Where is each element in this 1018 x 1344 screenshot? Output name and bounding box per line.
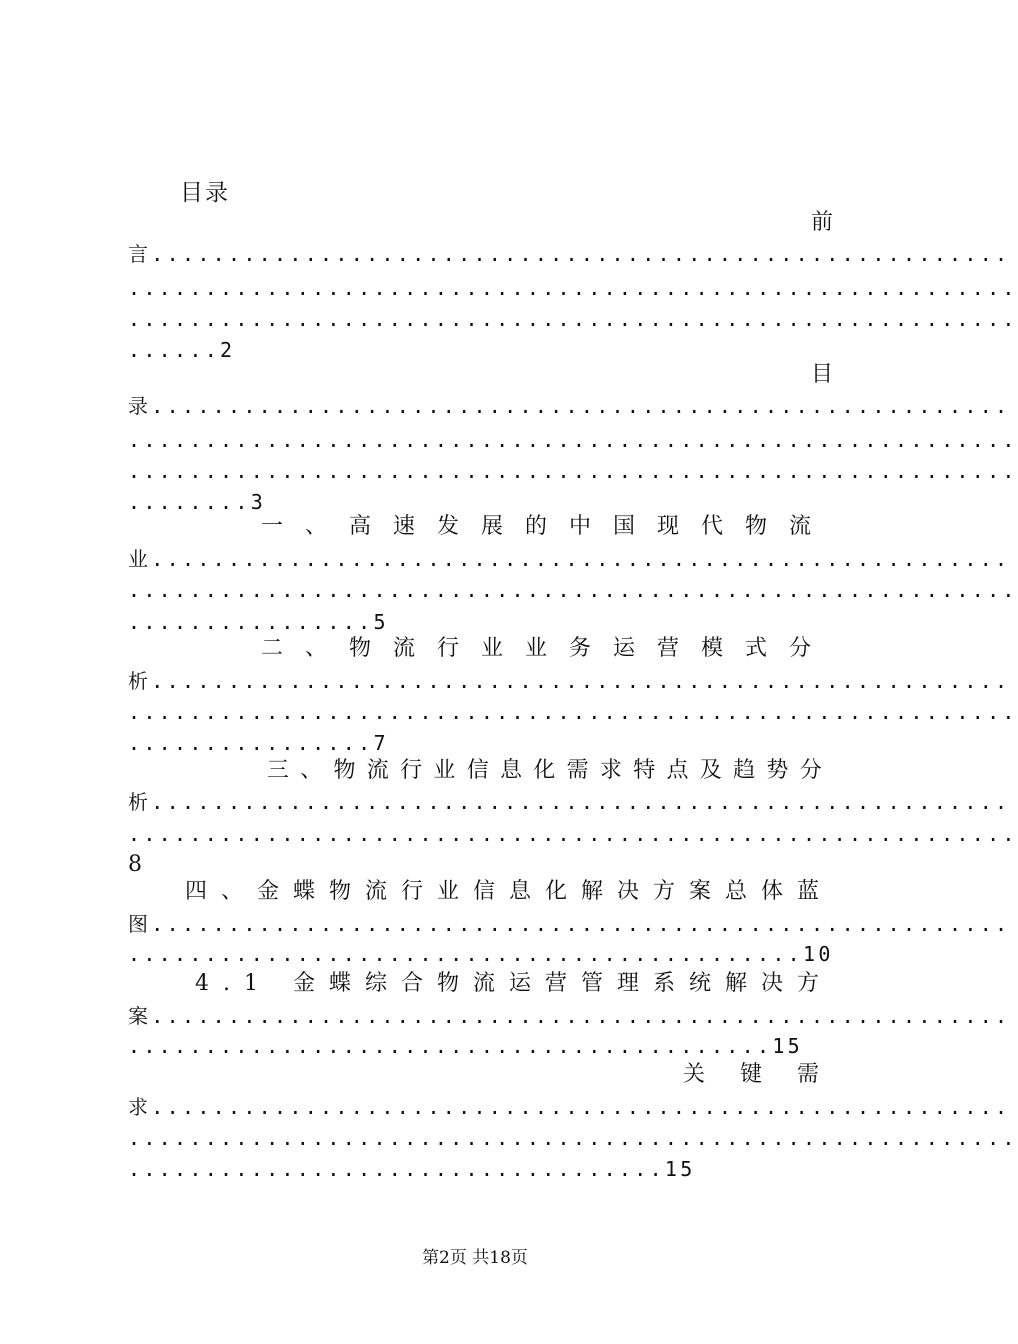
toc-line: ...................................15: [128, 1157, 696, 1181]
toc-line: 一、高速发展的中国现代物流: [260, 514, 833, 539]
toc-line: 析........................................................: [128, 790, 1011, 814]
toc-line: ........3: [128, 490, 267, 514]
toc-title: 目录: [180, 180, 230, 206]
toc-line: 析........................................................: [128, 669, 1011, 693]
toc-line: 8: [128, 852, 142, 877]
toc-line: 四、金蝶物流行业信息化解决方案总体蓝: [184, 879, 833, 904]
toc-line: ................5: [128, 610, 389, 634]
toc-line: 4.1 金蝶综合物流运营管理系统解决方: [195, 971, 833, 996]
toc-line: 图........................................................: [128, 912, 1011, 936]
toc-line: 目: [810, 362, 833, 387]
toc-line: 言........................................................: [128, 242, 1011, 266]
toc-line: ..........................................................: [128, 1126, 1018, 1150]
toc-line: ..........................................................: [128, 578, 1018, 602]
toc-line: ..........................................15: [128, 1034, 804, 1058]
toc-line: 业........................................................: [128, 547, 1011, 571]
toc-line: ................7: [128, 731, 389, 755]
page-footer: 第2页 共18页: [422, 1248, 528, 1268]
toc-line: 录........................................................: [128, 394, 1011, 418]
toc-line: 案........................................................: [128, 1004, 1011, 1028]
toc-line: ..........................................................: [128, 822, 1018, 846]
toc-line: ......2: [128, 338, 236, 362]
toc-line: ..........................................................: [128, 276, 1018, 300]
toc-line: 三、物流行业信息化需求特点及趋势分: [266, 758, 833, 783]
toc-line: ..........................................................: [128, 428, 1018, 452]
toc-line: ..........................................................: [128, 459, 1018, 483]
toc-line: ..........................................................: [128, 307, 1018, 331]
toc-line: 求........................................................: [128, 1095, 1011, 1119]
toc-line: ............................................10: [128, 942, 834, 966]
toc-line: 前: [810, 210, 833, 235]
toc-line: ..........................................................: [128, 700, 1018, 724]
toc-line: 二、物流行业业务运营模式分: [260, 636, 833, 661]
toc-line: 关 键 需: [683, 1062, 833, 1087]
